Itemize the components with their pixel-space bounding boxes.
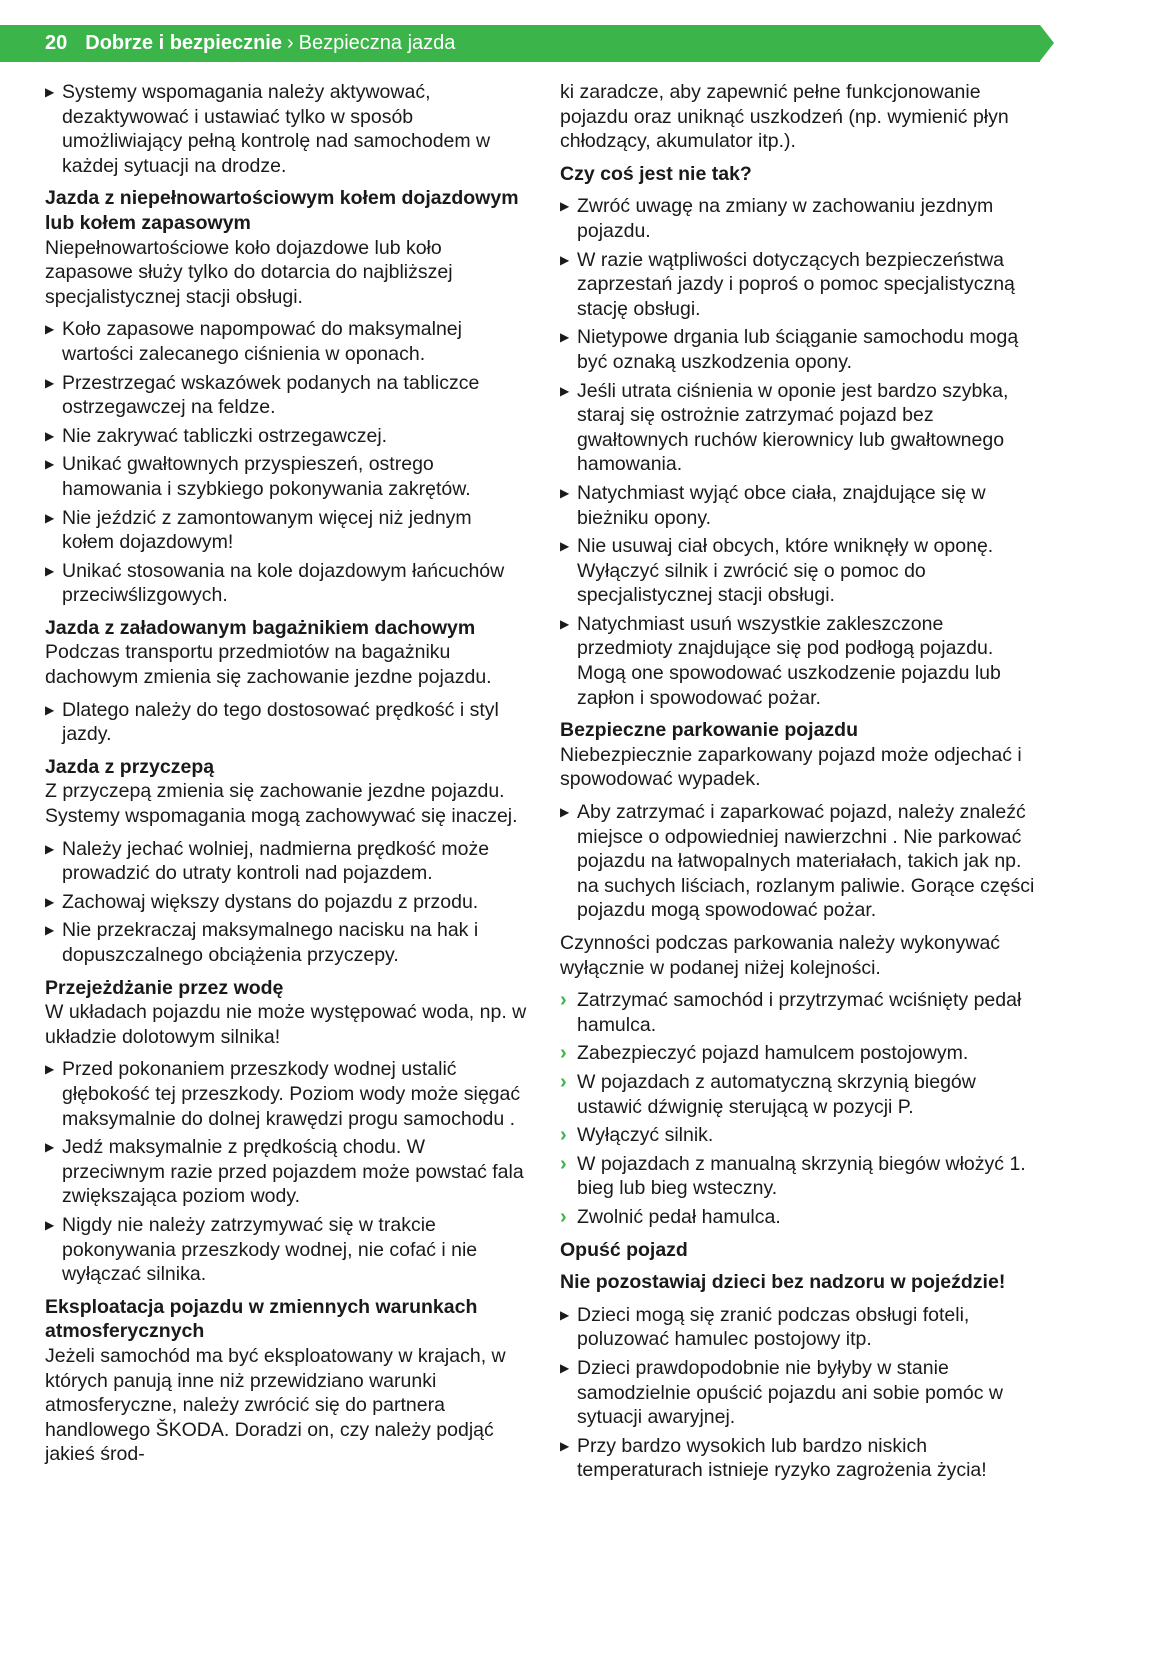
item-text: Nie jeździć z zamontowanym więcej niż jednym kołem dojazdowym! [62, 506, 472, 554]
section-heading: Nie pozostawiaj dzieci bez nadzoru w pojeździe! [560, 1271, 1006, 1294]
paragraph: Czynności podczas parkowania należy wykonywać wyłącznie w podanej niżej kolejności. [560, 932, 1001, 979]
step-item [560, 1070, 1042, 1119]
paragraph: W układach pojazdu nie może występować woda, np. w układzie dolotowym silnika! [45, 1001, 527, 1048]
section-heading: Jazda z załadowanym bagażnikiem dachowym [45, 616, 476, 639]
item-text: Jeśli utrata ciśnienia w oponie jest bardzo szybka, staraj się ostrożnie zatrzymać pojazd bez gwałtownych ruchów kierownicy lub gwałtownego hamowania. [577, 379, 1009, 476]
item-text: Natychmiast wyjąć obce ciała, znajdujące się w bieżniku opony. [577, 481, 986, 529]
bullet-triangle-icon: ▶ [560, 539, 570, 554]
bullet-item [560, 379, 1042, 477]
item-text: W razie wątpliwości dotyczących bezpieczeństwa zaprzestań jazdy i poproś o pomoc specjalistyczną stację obsługi. [577, 248, 1015, 320]
bullet-list [45, 317, 527, 608]
bullet-item [45, 317, 527, 366]
bullet-list [45, 698, 527, 747]
step-chevron-icon: › [560, 1205, 567, 1228]
steps-list [560, 988, 1042, 1229]
item-text: Nie zakrywać tabliczki ostrzegawczej. [62, 424, 388, 447]
bullet-triangle-icon: ▶ [45, 894, 55, 909]
page-number: 20 [45, 32, 68, 54]
breadcrumb-separator: › [286, 32, 294, 54]
item-text: Nietypowe drgania lub ściąganie samochodu mogą być oznaką uszkodzenia opony. [577, 326, 1019, 373]
chapter-title: Dobrze i bezpiecznie [85, 32, 282, 54]
bullet-triangle-icon: ▶ [560, 485, 570, 500]
bullet-triangle-icon: ▶ [45, 322, 55, 337]
bullet-list [45, 80, 527, 178]
bullet-item [45, 890, 527, 915]
section-heading: Eksploatacja pojazdu w zmiennych warunkach atmosferycznych [45, 1295, 478, 1343]
left-column [45, 80, 527, 1475]
header-arrow-tip [1040, 25, 1054, 61]
item-text: Zwróć uwagę na zmiany w zachowaniu jezdnym pojazdu. [577, 195, 994, 242]
step-chevron-icon: › [560, 1124, 567, 1147]
bullet-triangle-icon: ▶ [45, 457, 55, 472]
step-item [560, 988, 1042, 1037]
bullet-item [560, 1356, 1042, 1430]
section-heading: Bezpieczne parkowanie pojazdu [560, 719, 858, 742]
item-text: Zachowaj większy dystans do pojazdu z przodu. [62, 890, 479, 913]
bullet-triangle-icon: ▶ [560, 805, 570, 820]
item-text: Aby zatrzymać i zaparkować pojazd, należy znaleźć miejsce o odpowiedniej nawierzchni . Nie parkować pojazdu na łatwopalnych materiałach, takich jak np. na suchych liściach, rozlanym paliwie. Gorące części pojazdu mogą spowodować pożar. [577, 801, 1035, 922]
bullet-item [45, 837, 527, 886]
bullet-triangle-icon: ▶ [45, 923, 55, 938]
bullet-item [45, 918, 527, 967]
bullet-triangle-icon: ▶ [45, 428, 55, 443]
paragraph: Niebezpiecznie zaparkowany pojazd może odjechać i spowodować wypadek. [560, 743, 1022, 791]
bullet-item [560, 1434, 1042, 1483]
bullet-item [45, 506, 527, 555]
bullet-item [45, 698, 527, 747]
step-chevron-icon: › [560, 989, 567, 1012]
bullet-triangle-icon: ▶ [45, 375, 55, 390]
bullet-item [45, 371, 527, 420]
item-text: Dzieci mogą się zranić podczas obsługi foteli, poluzować hamulec postojowy itp. [577, 1303, 970, 1351]
item-text: Systemy wspomagania należy aktywować, dezaktywować i ustawiać tylko w sposób umożliwiający pełną kontrolę nad samochodem w każdej sytuacji na drodze. [62, 81, 491, 177]
bullet-triangle-icon: ▶ [560, 1307, 570, 1322]
bullet-triangle-icon: ▶ [560, 252, 570, 267]
right-column [560, 80, 1042, 1491]
item-text: W pojazdach z manualną skrzynią biegów włożyć 1. bieg lub bieg wsteczny. [577, 1152, 1026, 1200]
item-text: Wyłączyć silnik. [577, 1124, 714, 1147]
bullet-item [45, 452, 527, 501]
item-text: Dzieci prawdopodobnie nie byłyby w stanie samodzielnie opuścić pojazdu ani sobie pomóc w sytuacji awaryjnej. [577, 1356, 1003, 1429]
item-text: Dlatego należy do tego dostosować prędkość i styl jazdy. [62, 698, 499, 746]
bullet-item [560, 800, 1042, 923]
bullet-triangle-icon: ▶ [45, 1217, 55, 1232]
paragraph: Podczas transportu przedmiotów na bagażniku dachowym zmienia się zachowanie jezdne pojazdu. [45, 641, 492, 689]
bullet-item [560, 612, 1042, 710]
item-text: Przed pokonaniem przeszkody wodnej ustalić głębokość tej przeszkody. Poziom wody może sięgać maksymalnie do dolnej krawędzi progu samochodu . [62, 1058, 521, 1130]
step-chevron-icon: › [560, 1152, 567, 1175]
bullet-triangle-icon: ▶ [560, 616, 570, 631]
bullet-item [45, 424, 527, 449]
item-text: Zabezpieczyć pojazd hamulcem postojowym. [577, 1042, 969, 1065]
item-text: Należy jechać wolniej, nadmierna prędkość może prowadzić do utraty kontroli nad pojazdem. [62, 837, 490, 885]
bullet-triangle-icon: ▶ [560, 383, 570, 398]
bullet-item [560, 325, 1042, 374]
item-text: W pojazdach z automatyczną skrzynią biegów ustawić dźwignię sterującą w pozycji P. [577, 1070, 976, 1118]
bullet-item [45, 80, 527, 178]
bullet-item [560, 1303, 1042, 1352]
item-text: Nie przekraczaj maksymalnego nacisku na hak i dopuszczalnego obciążenia przyczepy. [62, 919, 479, 966]
step-chevron-icon: › [560, 1070, 567, 1093]
bullet-triangle-icon: ▶ [45, 841, 55, 856]
section-heading: Opuść pojazd [560, 1238, 688, 1261]
bullet-item [560, 534, 1042, 608]
section-heading: Jazda z przyczepą [45, 755, 215, 778]
step-item [560, 1152, 1042, 1201]
step-item [560, 1123, 1042, 1148]
section-heading: Przejeżdżanie przez wodę [45, 976, 284, 999]
bullet-triangle-icon: ▶ [45, 563, 55, 578]
item-text: Przy bardzo wysokich lub bardzo niskich temperaturach istnieje ryzyko zagrożenia życia! [577, 1434, 987, 1482]
item-text: Zwolnić pedał hamulca. [577, 1205, 781, 1228]
item-text: Zatrzymać samochód i przytrzymać wciśnięty pedał hamulca. [577, 989, 1022, 1036]
item-text: Koło zapasowe napompować do maksymalnej wartości zalecanego ciśnienia w oponach. [62, 318, 462, 365]
bullet-item [45, 559, 527, 608]
bullet-list [45, 1057, 527, 1286]
bullet-triangle-icon: ▶ [45, 85, 55, 99]
item-text: Nigdy nie należy zatrzymywać się w trakcie pokonywania przeszkody wodnej, nie cofać i nie wyłączać silnika. [62, 1213, 478, 1286]
item-text: Jedź maksymalnie z prędkością chodu. W przeciwnym razie przed pojazdem może powstać fala zwiększająca poziom wody. [62, 1136, 524, 1208]
paragraph: Jeżeli samochód ma być eksploatowany w krajach, w których panują inne niż przewidziano warunki atmosferyczne, należy zwrócić się do partnera handlowego ŠKODA. Doradzi on, czy należy podjąć jakieś środ- [45, 1344, 506, 1466]
item-text: Natychmiast usuń wszystkie zakleszczone przedmioty znajdujące się pod podłogą pojazdu. Mogą one spowodować uszkodzenie pojazdu lub zapłon i spowodować pożar. [577, 612, 1001, 709]
bullet-item [45, 1213, 527, 1287]
page-header [0, 25, 1040, 62]
step-chevron-icon: › [560, 1042, 567, 1065]
paragraph: Niepełnowartościowe koło dojazdowe lub koło zapasowe służy tylko do dotarcia do najbliższej specjalistycznej stacji obsługi. [45, 236, 453, 308]
item-text: Unikać stosowania na kole dojazdowym łańcuchów przeciwślizgowych. [62, 559, 505, 607]
bullet-list [45, 837, 527, 968]
step-item [560, 1041, 1042, 1066]
paragraph: Z przyczepą zmienia się zachowanie jezdne pojazdu. Systemy wspomagania mogą zachowywać się inaczej. [45, 780, 518, 828]
bullet-triangle-icon: ▶ [560, 330, 570, 345]
bullet-item [45, 1135, 527, 1209]
paragraph: ki zaradcze, aby zapewnić pełne funkcjonowanie pojazdu oraz uniknąć uszkodzeń (np. wymienić płyn chłodzący, akumulator itp.). [560, 81, 1009, 153]
bullet-triangle-icon: ▶ [560, 1360, 570, 1375]
bullet-triangle-icon: ▶ [560, 1438, 570, 1453]
bullet-list [560, 800, 1042, 923]
bullet-triangle-icon: ▶ [45, 510, 55, 525]
section-title: Bezpieczna jazda [298, 32, 456, 54]
bullet-triangle-icon: ▶ [45, 1062, 55, 1077]
bullet-list [560, 1303, 1042, 1483]
bullet-item [560, 248, 1042, 322]
item-text: Nie usuwaj ciał obcych, które wniknęły w oponę. Wyłączyć silnik i zwrócić się o pomoc do specjalistycznej stacji obsługi. [577, 535, 994, 607]
section-heading: Czy coś jest nie tak? [560, 162, 752, 185]
step-item [560, 1205, 1042, 1230]
bullet-triangle-icon: ▶ [45, 702, 55, 717]
item-text: Unikać gwałtownych przyspieszeń, ostrego hamowania i szybkiego pokonywania zakrętów. [62, 453, 471, 500]
bullet-item [45, 1057, 527, 1131]
item-text: Przestrzegać wskazówek podanych na tabliczce ostrzegawczej na feldze. [62, 371, 480, 419]
bullet-item [560, 194, 1042, 243]
bullet-triangle-icon: ▶ [45, 1140, 55, 1155]
section-heading: Jazda z niepełnowartościowym kołem dojazdowym lub kołem zapasowym [45, 187, 519, 234]
bullet-list [560, 194, 1042, 710]
bullet-triangle-icon: ▶ [560, 199, 570, 214]
bullet-item [560, 481, 1042, 530]
